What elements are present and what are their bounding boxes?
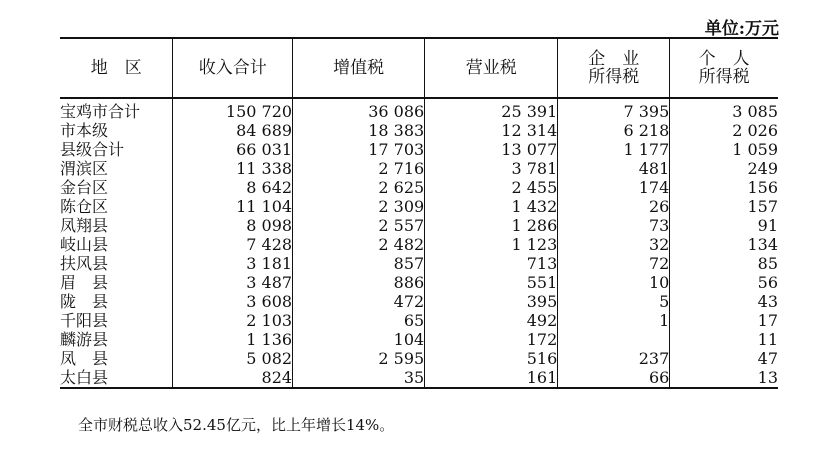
unit-label: 单位:万元 (704, 19, 779, 39)
cell-enterprise-income-tax: 5 (558, 292, 670, 311)
table-row (60, 292, 778, 311)
table-row (60, 254, 778, 273)
cell-individual-income-tax: 156 (670, 178, 778, 197)
cell-region: 岐山县 (60, 234, 109, 254)
cell-region: 麟游县 (60, 329, 109, 349)
header-business-tax: 营业税 (425, 38, 558, 98)
cell-business-tax: 713 (425, 254, 558, 273)
cell-vat: 17 703 (293, 140, 425, 159)
table-row (60, 273, 778, 292)
footnote: 全市财税总收入52.45亿元，比上年增长14%。 (78, 416, 395, 434)
cell-enterprise-income-tax: 32 (558, 235, 670, 254)
cell-enterprise-income-tax: 7 395 (558, 98, 670, 121)
cell-vat: 104 (293, 330, 425, 349)
cell-enterprise-income-tax: 1 177 (558, 140, 670, 159)
cell-business-tax: 12 314 (425, 121, 558, 140)
cell-region: 凤 县 (60, 348, 109, 368)
cell-business-tax: 1 432 (425, 197, 558, 216)
cell-individual-income-tax: 1 059 (670, 140, 778, 159)
table-header-row (60, 38, 778, 98)
cell-enterprise-income-tax: 10 (558, 273, 670, 292)
cell-vat: 857 (293, 254, 425, 273)
table-row (60, 159, 778, 178)
cell-business-tax: 161 (425, 368, 558, 388)
cell-individual-income-tax: 43 (670, 292, 778, 311)
cell-business-tax: 1 123 (425, 235, 558, 254)
table-row (60, 368, 778, 388)
cell-total: 824 (173, 368, 293, 388)
table-row (60, 349, 778, 368)
cell-vat: 2 482 (293, 235, 425, 254)
cell-enterprise-income-tax: 1 (558, 311, 670, 330)
tax-revenue-table (60, 37, 778, 389)
cell-business-tax: 551 (425, 273, 558, 292)
cell-total: 3 181 (173, 254, 293, 273)
cell-total: 7 428 (173, 235, 293, 254)
cell-individual-income-tax: 134 (670, 235, 778, 254)
cell-business-tax: 172 (425, 330, 558, 349)
cell-individual-income-tax: 17 (670, 311, 778, 330)
cell-region: 扶风县 (60, 253, 109, 273)
cell-vat: 2 557 (293, 216, 425, 235)
cell-vat: 886 (293, 273, 425, 292)
cell-business-tax: 516 (425, 349, 558, 368)
cell-vat: 2 625 (293, 178, 425, 197)
cell-enterprise-income-tax (558, 330, 670, 349)
header-total: 收入合计 (173, 38, 293, 98)
table-row (60, 311, 778, 330)
header-individual-line2: 所得税 (698, 67, 750, 87)
cell-total: 3 608 (173, 292, 293, 311)
header-region: 地 区 (60, 38, 173, 98)
cell-region: 太白县 (60, 368, 173, 388)
cell-region: 陈仓区 (60, 196, 109, 216)
cell-total: 1 136 (173, 330, 293, 349)
cell-region: 千阳县 (60, 310, 109, 330)
cell-business-tax: 2 455 (425, 178, 558, 197)
cell-total: 11 338 (173, 159, 293, 178)
cell-enterprise-income-tax: 237 (558, 349, 670, 368)
cell-enterprise-income-tax: 481 (558, 159, 670, 178)
cell-vat: 65 (293, 311, 425, 330)
cell-total: 5 082 (173, 349, 293, 368)
cell-business-tax: 3 781 (425, 159, 558, 178)
cell-enterprise-income-tax: 174 (558, 178, 670, 197)
cell-region: 渭滨区 (60, 158, 109, 178)
cell-total: 66 031 (173, 140, 293, 159)
cell-total: 11 104 (173, 197, 293, 216)
cell-business-tax: 13 077 (425, 140, 558, 159)
cell-region: 市本级 (60, 120, 109, 140)
cell-individual-income-tax: 85 (670, 254, 778, 273)
cell-enterprise-income-tax: 26 (558, 197, 670, 216)
cell-vat: 2 595 (293, 349, 425, 368)
cell-total: 150 720 (173, 98, 293, 121)
cell-total: 8 642 (173, 178, 293, 197)
cell-individual-income-tax: 56 (670, 273, 778, 292)
cell-vat: 2 716 (293, 159, 425, 178)
header-vat: 增值税 (293, 38, 425, 98)
table-row (60, 98, 778, 121)
cell-vat: 472 (293, 292, 425, 311)
table-row (60, 330, 778, 349)
table-row (60, 235, 778, 254)
cell-individual-income-tax: 2 026 (670, 121, 778, 140)
cell-region: 宝鸡市合计 (60, 101, 141, 121)
cell-region: 陇 县 (60, 291, 109, 311)
cell-enterprise-income-tax: 66 (558, 368, 670, 388)
cell-region: 凤翔县 (60, 215, 109, 235)
cell-enterprise-income-tax: 72 (558, 254, 670, 273)
cell-individual-income-tax: 11 (670, 330, 778, 349)
header-enterprise-line2: 所得税 (588, 67, 640, 87)
cell-individual-income-tax: 249 (670, 159, 778, 178)
cell-total: 3 487 (173, 273, 293, 292)
cell-business-tax: 25 391 (425, 98, 558, 121)
cell-individual-income-tax: 157 (670, 197, 778, 216)
cell-business-tax: 492 (425, 311, 558, 330)
cell-total: 84 689 (173, 121, 293, 140)
table-row (60, 216, 778, 235)
cell-vat: 2 309 (293, 197, 425, 216)
table-row (60, 178, 778, 197)
header-individual-income-tax (670, 38, 778, 98)
cell-enterprise-income-tax: 6 218 (558, 121, 670, 140)
cell-vat: 18 383 (293, 121, 425, 140)
cell-region: 县级合计 (60, 139, 125, 159)
cell-business-tax: 395 (425, 292, 558, 311)
cell-vat: 36 086 (293, 98, 425, 121)
cell-region: 眉 县 (60, 272, 109, 292)
table-row (60, 140, 778, 159)
header-enterprise-income-tax (558, 38, 670, 98)
cell-individual-income-tax: 13 (670, 368, 778, 388)
cell-business-tax: 1 286 (425, 216, 558, 235)
cell-enterprise-income-tax: 73 (558, 216, 670, 235)
cell-region: 金台区 (60, 177, 109, 197)
cell-individual-income-tax: 47 (670, 349, 778, 368)
header-individual-line1: 个 人 (698, 49, 750, 69)
table-row (60, 197, 778, 216)
cell-individual-income-tax: 3 085 (670, 98, 778, 121)
header-enterprise-line1: 企 业 (588, 49, 640, 69)
cell-vat: 35 (293, 368, 425, 388)
cell-total: 2 103 (173, 311, 293, 330)
cell-total: 8 098 (173, 216, 293, 235)
cell-individual-income-tax: 91 (670, 216, 778, 235)
table-row (60, 121, 778, 140)
